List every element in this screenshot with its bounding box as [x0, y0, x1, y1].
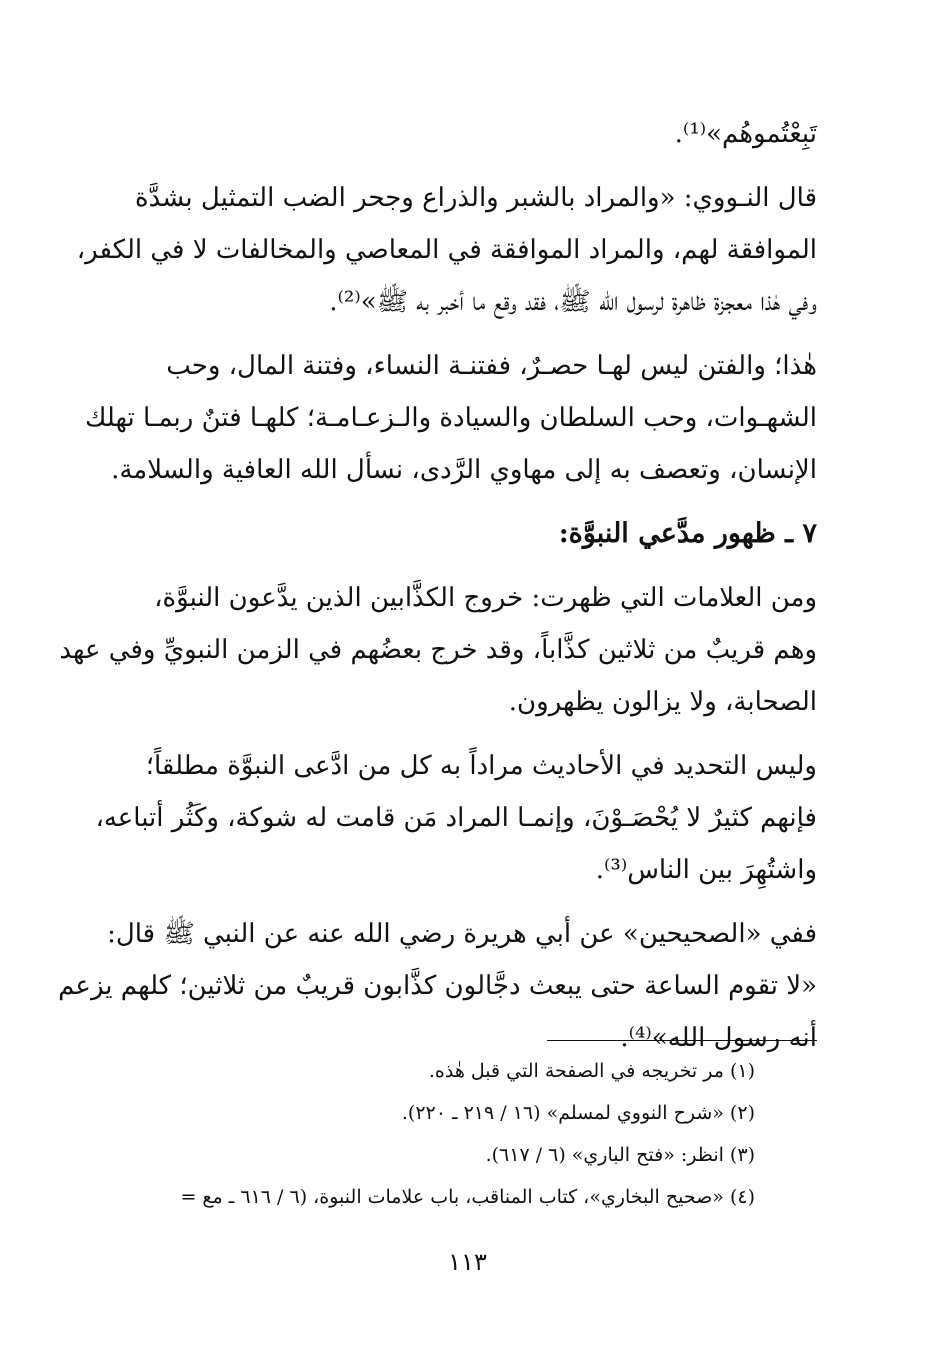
text-line: وليس التحديد في الأحاديث مراداً به كل من ادَّعى النبوَّة مطلقاً؛ [145, 751, 817, 781]
footnotes [70, 1050, 755, 1218]
text-line: وفي هٰذا معجزة ظاهرة لرسول الله ﷺ، فقد وقع ما أخبر به ﷺ»⁽²⁾. [329, 287, 817, 317]
text-line: واشتُهِرَ بين الناس⁽³⁾. [595, 855, 817, 885]
text-line: قال النـووي: «والمراد بالشبر والذراع وجحر الضب التمثيل بشدَّة [134, 183, 817, 213]
main-text [58, 108, 817, 1064]
footnote-divider [547, 1040, 817, 1041]
text-line: تَبِعْتُموهُم»⁽¹⁾. [674, 119, 817, 149]
page-number: ١١٣ [448, 1248, 487, 1276]
text-line: أنه رسول الله»⁽⁴⁾. [620, 1023, 817, 1053]
footnote: (٣) انظر: «فتح الباري» (٦ / ٦١٧). [485, 1144, 755, 1166]
text-line: ففي «الصحيحين» عن أبي هريرة رضي الله عنه عن النبي ﷺ قال: [107, 919, 817, 949]
footnote: (٢) «شرح النووي لمسلم» (١٦ / ٢١٩ ـ ٢٢٠). [401, 1102, 755, 1124]
section-heading: ٧ ـ ظهور مدَّعي النبوَّة: [558, 518, 817, 549]
text-line: الإنسان، وتعصف به إلى مهاوي الرَّدى، نسأل الله العافية والسلامة. [111, 455, 817, 485]
text-line: فإنهم كثيرٌ لا يُحْصَـوْنَ، وإنمـا المراد مَن قامت له شوكة، وكَثُر أتباعه، [95, 803, 817, 833]
text-line: وهم قريبٌ من ثلاثين كذَّاباً، وقد خرج بعضُهم في الزمن النبويِّ وفي عهد [59, 635, 817, 665]
footnote: (٤) «صحيح البخاري»، كتاب المناقب، باب علامات النبوة، (٦ / ٦١٦ ـ مع = [180, 1186, 755, 1208]
text-line: ومن العلامات التي ظهرت: خروج الكذَّابين الذين يدَّعون النبوَّة، [154, 583, 817, 613]
text-line: الصحابة، ولا يزالون يظهرون. [508, 687, 817, 717]
text-line: الشهـوات، وحب السلطان والسيادة والـزعـامـة؛ كلهـا فتنٌ ربمـا تهلك [84, 403, 817, 433]
text-line: «لا تقوم الساعة حتى يبعث دجَّالون كذَّابون قريبٌ من ثلاثين؛ كلهم يزعم [58, 971, 817, 1001]
footnote: (١) مر تخريجه في الصفحة التي قبل هٰذه. [428, 1060, 755, 1082]
text-line: الموافقة لهم، والمراد الموافقة في المعاصي والمخالفات لا في الكفر، [76, 235, 817, 265]
text-line: هٰذا؛ والفتن ليس لهـا حصـرٌ، ففتنـة النساء، وفتنة المال، وحب [166, 351, 817, 381]
